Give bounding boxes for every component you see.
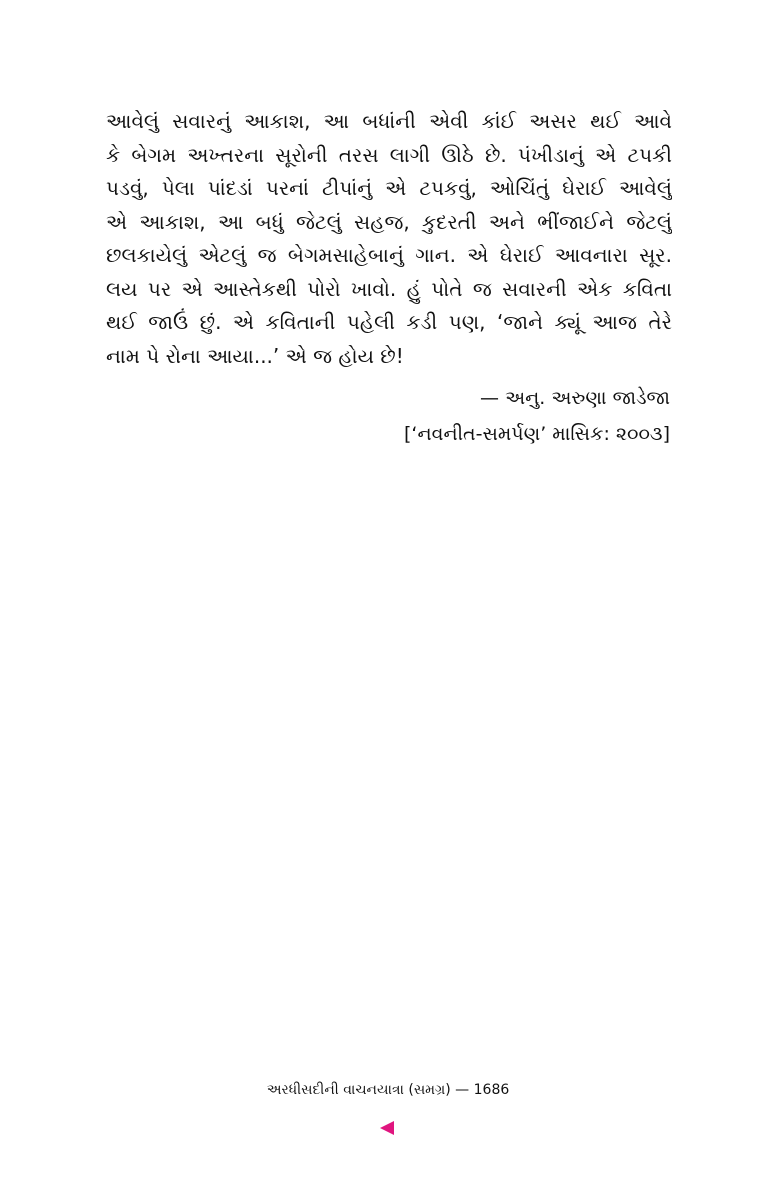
previous-page-arrow-icon[interactable] [380, 1121, 394, 1135]
text-line-2: કે બેગમ અખ્તરના સૂરોની તરસ લાગી ઊઠે છે. પંખીડાનું એ ટપકી [106, 142, 672, 167]
text-line-6: લય પર એ આસ્તેકથી પોરો ખાવો. હું પોતે જ સવારની એક કવિતા [106, 276, 672, 301]
text-line-7: થઈ જાઉં છું. એ કવિતાની પહેલી કડી પણ, ‘જાને ક્યૂં આજ તેરે [106, 310, 672, 334]
translator-attribution: — અનુ. અરુણા જાડેજા [480, 387, 670, 409]
page-footer: અરધીસદીની વાચનયાત્રા (સમગ્ર) — 1686 [266, 1082, 510, 1098]
text-line-4: એ આકાશ, આ બધું જેટલું સહજ, કુદરતી અને ભીંજાઈને જેટલું [106, 209, 672, 234]
text-line-3: પડવું, પેલા પાંદડાં પરનાં ટીપાંનું એ ટપકવું, ઓચિંતું ઘેરાઈ આવેલું [106, 176, 672, 200]
body-paragraph [106, 105, 672, 373]
text-line-1: આવેલું સવારનું આકાશ, આ બધાંની એવી કાંઈ અસર થઈ આવે [106, 109, 672, 133]
source-citation: [‘નવનીત-સમર્પણ’ માસિક: ૨૦૦૩] [404, 423, 670, 445]
text-line-5: છલકાયેલું એટલું જ બેગમસાહેબાનું ગાન. એ ઘેરાઈ આવનારા સૂર. [106, 243, 672, 267]
text-line-8: નામ પે રોના આયા...’ એ જ હોય છે! [106, 343, 404, 368]
